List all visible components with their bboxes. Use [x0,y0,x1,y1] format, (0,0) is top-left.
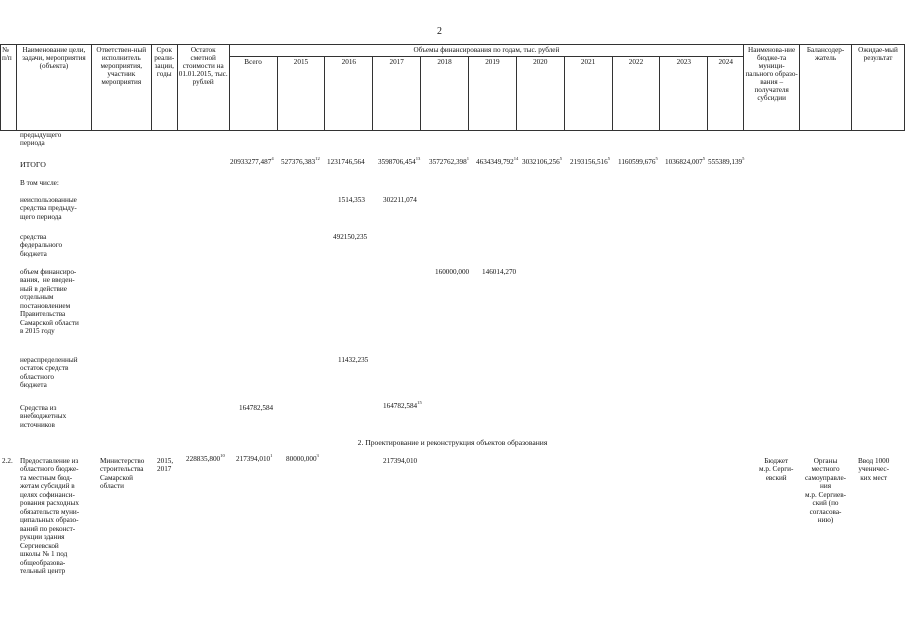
section-title: 2. Проектирование и реконструкция объектов образования [357,438,548,447]
itogo-2021: 2193156,516$^5$ [570,156,611,166]
prev-period-tail: предыдущего периода [20,131,62,148]
volume-label: объем финансиро- вания, не введен- ный в действие отдельным постановлением Правительства Самарской области в 2015 году [20,268,79,336]
itogo-label: ИТОГО [20,160,46,169]
volume-2018: 160000,000 [435,268,470,276]
offbudget-label: Средства из внебюджетных источников [20,404,67,429]
item-2017: 217394,010 [383,457,418,465]
itogo-2020: 3032106,256$^5$ [522,156,563,166]
col-year-header: 2022 [612,57,660,131]
item-2015: 80000,000$^3$ [286,453,319,463]
itogo-total: 20933277,487$^4$ [230,156,274,166]
itogo-2015: 527376,383$^{12}$ [281,156,320,166]
item-total: 217394,010$^1$ [236,453,273,463]
col-year-header: 2018 [421,57,469,131]
itogo-2018: 3572762,398$^1$ [429,156,470,166]
itogo-2022: 1160599,676$^5$ [618,156,658,166]
col-term-header: Срок реали-зации, годы [151,45,177,131]
item-number: 2.2. [2,457,13,465]
in-total-label: В том числе: [20,179,59,187]
offbudget-total: 164782,584 [239,404,274,412]
header-table [0,44,905,131]
col-name-header: Наименование цели, задачи, мероприятия (объекта) [16,45,91,131]
page-number: 2 [437,26,442,37]
item-holder: Органы местного самоуправле- ния м.р. Сергиев- ский (по согласова- нию) [805,457,847,525]
federal-label: средства федерального бюджета [20,233,63,258]
col-year-header: 2017 [373,57,421,131]
federal-2016: 492150,235 [333,233,368,241]
col-year-header: 2021 [564,57,612,131]
undistributed-label: нераспределенный остаток средств областного бюджета [20,356,78,390]
col-holder-header: Балансодер-жатель [800,45,852,131]
undistributed-2016: 11432,235 [338,356,369,364]
itogo-2016: 1231746,564 [327,158,365,166]
col-year-header: 2020 [516,57,564,131]
item-result: Ввод 1000 ученичес- ких мест [858,457,890,482]
item-budget: Бюджет м.р. Серги- евский [759,457,794,482]
unused-2016: 1514,353 [338,196,365,204]
item-name: Предоставление из областного бюдже- та местным бюд- жетам субсидий в целях софинанси- рования расходных обязательств муни- ципальных образо- ваний по реконст- рукции здания Сергиевской школы № 1 под общеобразова- тельный центр [20,457,80,576]
itogo-2017: 3598706,454$^{13}$ [378,156,421,166]
funding-header: Объемы финансирования по годам, тыс. рублей [229,45,744,57]
offbudget-2017: 164782,584$^{15}$ [383,400,422,410]
unused-label: неиспользованные средства предыду- щего периода [20,196,77,221]
col-year-header: 2019 [468,57,516,131]
col-year-header: 2015 [277,57,325,131]
item-term: 2015, 2017 [157,457,174,474]
col-year-header: 2016 [325,57,373,131]
volume-2019: 146014,270 [482,268,517,276]
itogo-2024: 555389,139$^5$ [708,156,745,166]
col-responsible-header: Ответствен-ный исполнитель мероприятия, участник мероприятия [91,45,151,131]
itogo-2019: 4634349,792$^{14}$ [476,156,519,166]
col-year-header: 2023 [660,57,708,131]
col-year-header: 2024 [708,57,744,131]
col-total-header: Всего [229,57,277,131]
col-budget-header: Наименова-ние бюдже-та муници-пального образо-вания – получателя субсидии [744,45,800,131]
unused-2017: 302211,074 [383,196,417,204]
item-balance: 228835,800$^{10}$ [186,453,225,463]
col-num-header: № п/п [1,45,17,131]
col-result-header: Ожидае-мый результат [852,45,905,131]
item-responsible: Министерство строительства Самарской области [100,457,145,491]
itogo-2023: 1036824,007$^5$ [665,156,706,166]
col-balance-header: Остаток сметной стоимости на 01.01.2015, тыс. рублей [177,45,229,131]
